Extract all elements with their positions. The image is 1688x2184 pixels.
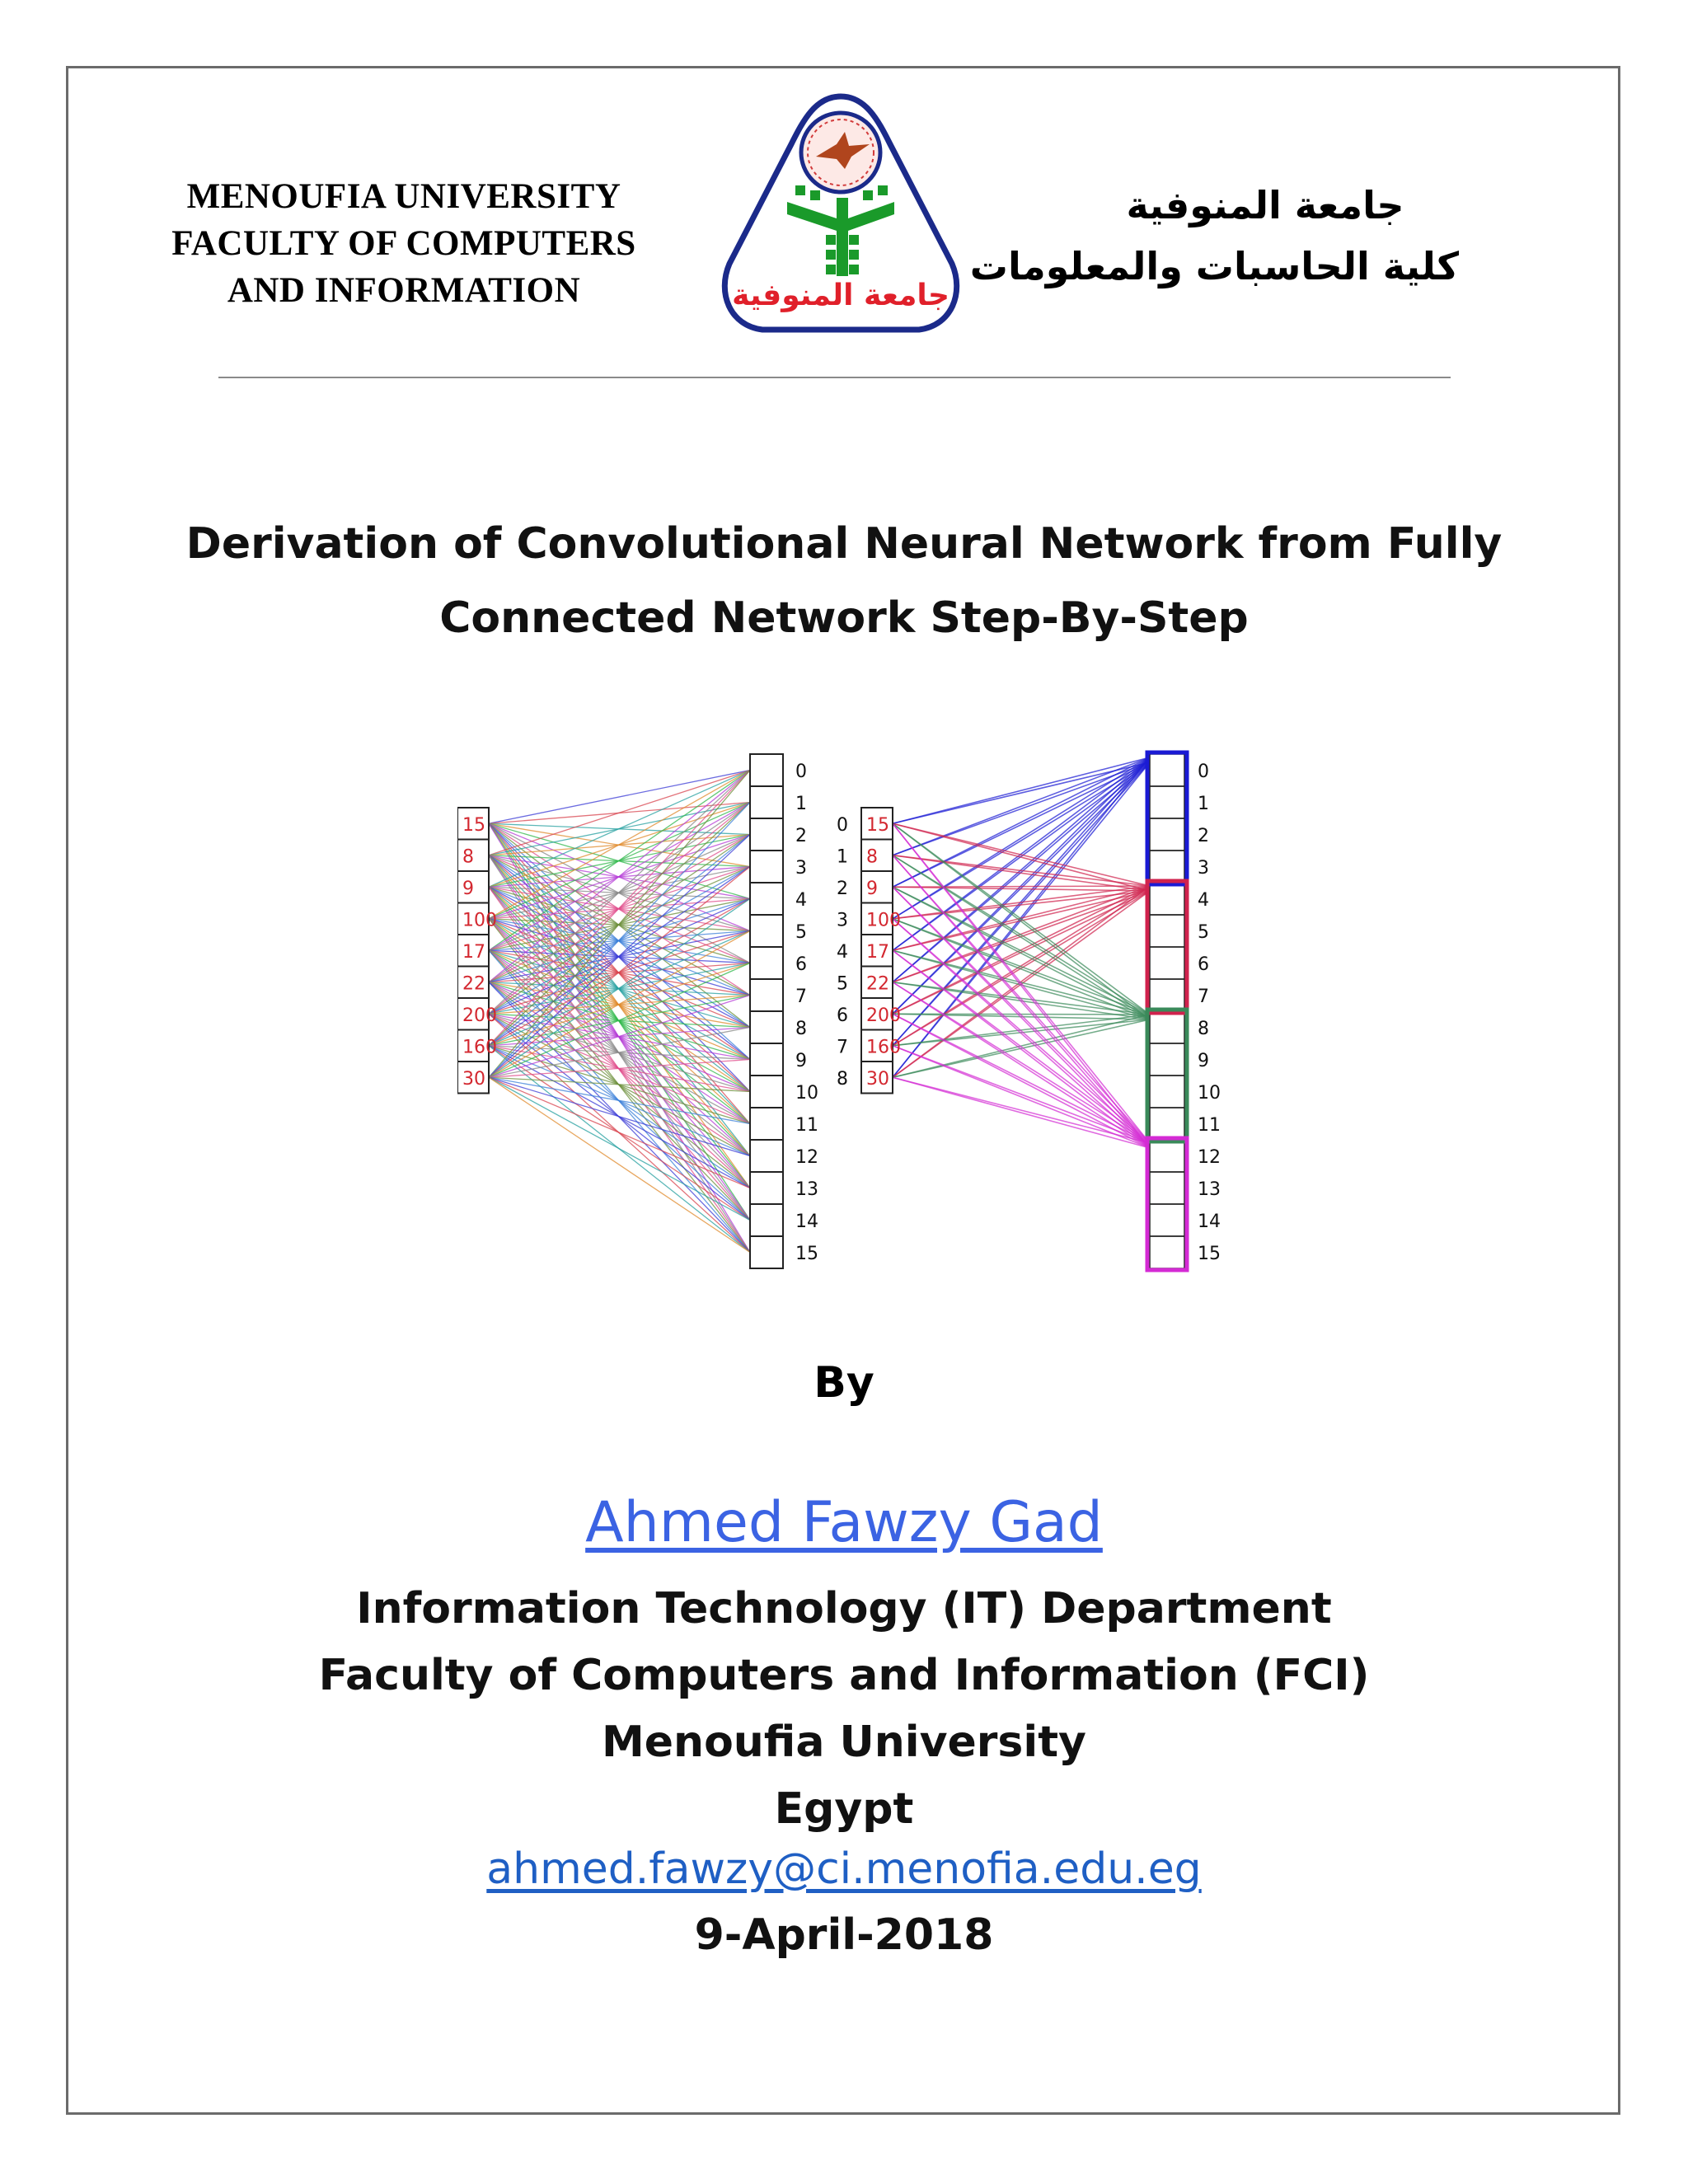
right-output-index: 9	[1198, 1051, 1209, 1071]
right-input-index: 7	[837, 1037, 848, 1058]
right-output-index: 6	[1198, 954, 1209, 975]
publication-date: 9-April-2018	[694, 1910, 994, 1960]
left-output-cell	[750, 818, 783, 851]
left-input-value: 22	[462, 973, 485, 995]
right-output-index: 13	[1198, 1179, 1221, 1200]
left-output-cell	[750, 915, 783, 947]
left-output-index: 0	[795, 762, 807, 782]
right-input-value: 8	[866, 846, 878, 868]
university-name-english	[140, 173, 668, 314]
left-input-value: 100	[462, 910, 497, 931]
right-output-cell	[1150, 1236, 1184, 1268]
left-output-index: 10	[795, 1083, 818, 1104]
group-connection-line	[893, 1015, 1150, 1077]
right-input-index: 1	[837, 846, 848, 868]
faculty: Faculty of Computers and Information (FCI)	[318, 1651, 1370, 1700]
email-link[interactable]: ahmed.fawzy@ci.menofia.edu.eg	[486, 1844, 1202, 1894]
left-output-index: 11	[795, 1115, 818, 1136]
right-output-index: 1	[1198, 794, 1209, 814]
right-output-cell	[1150, 818, 1184, 851]
right-input-value: 30	[866, 1069, 889, 1090]
university-line: MENOUFIA UNIVERSITY	[186, 177, 621, 216]
left-output-cell	[750, 754, 783, 786]
group-connection-line	[893, 823, 1150, 886]
right-input-index: 4	[837, 942, 848, 963]
by-label: By	[814, 1358, 874, 1408]
title-line-1: Derivation of Convolutional Neural Network from Fully	[185, 519, 1503, 569]
right-output-index: 14	[1198, 1212, 1221, 1232]
right-input-index: 6	[837, 1005, 848, 1026]
left-output-cell	[750, 1011, 783, 1043]
department: Information Technology (IT) Department	[356, 1584, 1332, 1633]
right-input-index: 3	[837, 910, 848, 931]
left-output-cell	[750, 1236, 783, 1268]
connection-line	[489, 1077, 750, 1220]
group-connection-line	[893, 757, 1150, 887]
left-output-cell	[750, 1204, 783, 1236]
right-input-index: 2	[837, 879, 848, 899]
right-input-index: 8	[837, 1069, 848, 1090]
right-input-index: 0	[837, 815, 848, 836]
right-output-cell	[1150, 1043, 1184, 1076]
left-input-value: 15	[462, 815, 485, 836]
left-input-value: 160	[462, 1037, 497, 1058]
left-input-value: 9	[462, 879, 474, 899]
left-output-index: 7	[795, 987, 807, 1007]
faculty-line: FACULTY OF COMPUTERS	[171, 224, 636, 263]
right-output-cell	[1150, 947, 1184, 979]
right-output-cell	[1150, 979, 1184, 1011]
university: Menoufia University	[602, 1718, 1086, 1767]
left-output-index: 14	[795, 1212, 818, 1232]
left-output-cell	[750, 947, 783, 979]
right-output-index: 3	[1198, 858, 1209, 879]
right-input-value: 22	[866, 973, 889, 995]
right-input-index: 5	[837, 973, 848, 995]
right-output-index: 8	[1198, 1019, 1209, 1039]
left-output-cell	[750, 851, 783, 883]
right-input-value: 160	[866, 1037, 901, 1058]
university-line-arabic: جامعة المنوفية	[1126, 183, 1404, 227]
header-divider	[218, 377, 1451, 378]
right-output-index: 10	[1198, 1083, 1221, 1104]
logo-text: جامعة المنوفية	[732, 279, 950, 312]
country: Egypt	[774, 1784, 914, 1834]
left-output-index: 4	[795, 890, 807, 911]
right-output-index: 11	[1198, 1115, 1221, 1136]
title-line-2: Connected Network Step-By-Step	[439, 593, 1249, 643]
left-output-index: 5	[795, 922, 807, 943]
left-output-index: 8	[795, 1019, 807, 1039]
left-input-value: 17	[462, 942, 485, 963]
right-output-cell	[1150, 1172, 1184, 1204]
left-output-cell	[750, 1043, 783, 1076]
right-output-cell	[1150, 915, 1184, 947]
university-logo	[713, 87, 968, 342]
left-output-cell	[750, 786, 783, 818]
group-connection-line	[893, 886, 1150, 887]
network-figure	[457, 729, 1249, 1290]
right-output-cell	[1150, 786, 1184, 818]
right-output-cell	[1150, 851, 1184, 883]
left-output-index: 15	[795, 1244, 818, 1264]
right-output-index: 7	[1198, 987, 1209, 1007]
right-input-value: 100	[866, 910, 901, 931]
right-output-index: 0	[1198, 762, 1209, 782]
paper-title	[165, 507, 1523, 655]
left-output-index: 6	[795, 954, 807, 975]
right-output-cell	[1150, 1108, 1184, 1140]
university-name-arabic	[969, 175, 1459, 297]
left-input-value: 30	[462, 1069, 485, 1090]
right-output-cell	[1150, 1140, 1184, 1172]
right-output-index: 2	[1198, 826, 1209, 846]
right-output-index: 15	[1198, 1244, 1221, 1264]
right-output-index: 4	[1198, 890, 1209, 911]
left-output-cell	[750, 1076, 783, 1108]
right-output-cell	[1150, 1076, 1184, 1108]
left-output-index: 9	[795, 1051, 807, 1071]
right-input-value: 17	[866, 942, 889, 963]
faculty-line-arabic: كلية الحاسبات والمعلومات	[969, 244, 1459, 288]
group-connection-line	[893, 1077, 1150, 1148]
faculty-line-2: AND INFORMATION	[227, 271, 581, 310]
right-output-cell	[1150, 1204, 1184, 1236]
right-input-value: 15	[866, 815, 889, 836]
left-output-index: 13	[795, 1179, 818, 1200]
affiliation	[0, 1576, 1688, 1843]
left-output-index: 2	[795, 826, 807, 846]
left-output-cell	[750, 883, 783, 915]
right-input-value: 9	[866, 879, 878, 899]
author-name[interactable]: Ahmed Fawzy Gad	[585, 1490, 1103, 1555]
right-output-cell	[1150, 754, 1184, 786]
left-input-value: 200	[462, 1005, 497, 1026]
right-output-cell	[1150, 1011, 1184, 1043]
left-output-cell	[750, 979, 783, 1011]
left-output-index: 1	[795, 794, 807, 814]
left-input-value: 8	[462, 846, 474, 868]
left-output-index: 3	[795, 858, 807, 879]
right-input-value: 200	[866, 1005, 901, 1026]
left-output-cell	[750, 1172, 783, 1204]
left-output-cell	[750, 1140, 783, 1172]
left-output-cell	[750, 1108, 783, 1140]
right-output-index: 12	[1198, 1147, 1221, 1168]
right-output-cell	[1150, 883, 1184, 915]
left-output-index: 12	[795, 1147, 818, 1168]
right-output-index: 5	[1198, 922, 1209, 943]
